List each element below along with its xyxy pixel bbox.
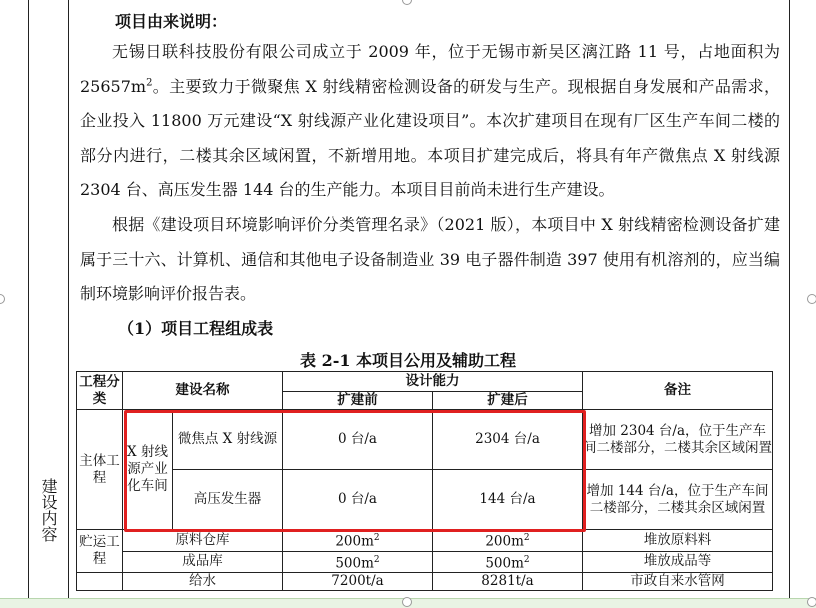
side-label: 建设内容: [39, 478, 58, 542]
header-name: 建设名称: [123, 372, 283, 410]
main-category: 主体工程: [77, 410, 123, 530]
row1-remark: 增加 2304 台/a，位于生产车间二楼部分，二楼其余区域闲置: [583, 410, 773, 470]
resize-handle-right[interactable]: [807, 294, 816, 304]
row4-after-sup: 2: [523, 554, 530, 565]
paragraph-1-pre: 无锡日联科技股份有限公司成立于 2009 年，位于无锡市新吴区漓江路 11 号，占地面积为 25657m: [80, 42, 780, 96]
header-before: 扩建前: [283, 392, 433, 410]
row3-remark: 堆放原料料: [583, 530, 773, 552]
row4-remark: 堆放成品等: [583, 551, 773, 573]
row1-after: 2304 台/a: [433, 410, 583, 470]
header-category: 工程分类: [77, 372, 123, 410]
row4-name: 成品库: [123, 551, 283, 573]
resize-handle-left[interactable]: [0, 294, 5, 304]
row1-before: 0 台/a: [283, 410, 433, 470]
row2-before: 0 台/a: [283, 470, 433, 530]
row4-before-sup: 2: [373, 554, 380, 565]
table-caption: 表 2-1 本项目公用及辅助工程: [300, 351, 517, 370]
row3-after-cell: [433, 530, 583, 552]
header-capacity: 设计能力: [283, 372, 583, 392]
row2-after: 144 台/a: [433, 470, 583, 530]
resize-handle-bottom[interactable]: [402, 597, 412, 607]
row5-after: 8281t/a: [433, 573, 583, 591]
paragraph-1: [80, 35, 780, 208]
paragraph-2-text: 根据《建设项目环境影响评价分类管理名录》（2021 版），本项目中 X 射线精密检测设备扩建属于三十六、计算机、通信和其他电子设备制造业 39 电子器件制造 397 使用有机溶剂的，应当编制环境影响评价报告表。: [80, 215, 780, 303]
row3-before-sup: 2: [373, 533, 380, 543]
paragraph-1-sup: 2: [146, 77, 153, 89]
row4-before-cell: [283, 551, 433, 573]
row3-name: 原料仓库: [123, 530, 283, 552]
main-group: X 射线源产业化车间: [123, 410, 173, 530]
row4-after: 500m: [485, 555, 524, 571]
row5-category: [77, 573, 123, 591]
row1-name: 微焦点 X 射线源: [173, 410, 283, 470]
row5-name: 给水: [123, 573, 283, 591]
row4-before: 500m: [335, 555, 374, 571]
storage-category: 贮运工程: [77, 530, 123, 573]
row3-before: 200m: [335, 533, 374, 550]
row2-name: 高压发生器: [173, 470, 283, 530]
row5-remark: 市政自来水管网: [583, 573, 773, 591]
header-after: 扩建后: [433, 392, 583, 410]
row3-after-sup: 2: [523, 533, 530, 543]
paragraph-1-post: 。主要致力于微聚焦 X 射线精密检测设备的研发与生产。现根据自身发展和产品需求，企业投入 11800 万元建设“X 射线源产业化建设项目”。本次扩建项目在现有厂区生产车间二楼的部分内进行，二楼其余区域闲置，不新增用地。本项目扩建完成后，将具有年产微焦点 X 射线源 2304 台、高压发生器 144 台的生产能力。本项目目前尚未进行生产建设。: [80, 76, 780, 199]
header-remark: 备注: [583, 372, 773, 410]
paragraph-2: [80, 208, 780, 312]
row2-remark: 增加 144 台/a，位于生产车间二楼部分，二楼其余区域闲置: [583, 470, 773, 530]
row3-before-cell: [283, 530, 433, 552]
row4-after-cell: [433, 551, 583, 573]
row3-after: 200m: [485, 533, 524, 550]
side-column: [28, 0, 69, 607]
sub-heading: （1）项目工程组成表: [118, 319, 274, 338]
resize-handle-bottom-right[interactable]: [807, 597, 816, 607]
row5-before: 7200t/a: [283, 573, 433, 591]
section-heading: 项目由来说明：: [115, 12, 228, 31]
highlight-box: [124, 410, 586, 532]
